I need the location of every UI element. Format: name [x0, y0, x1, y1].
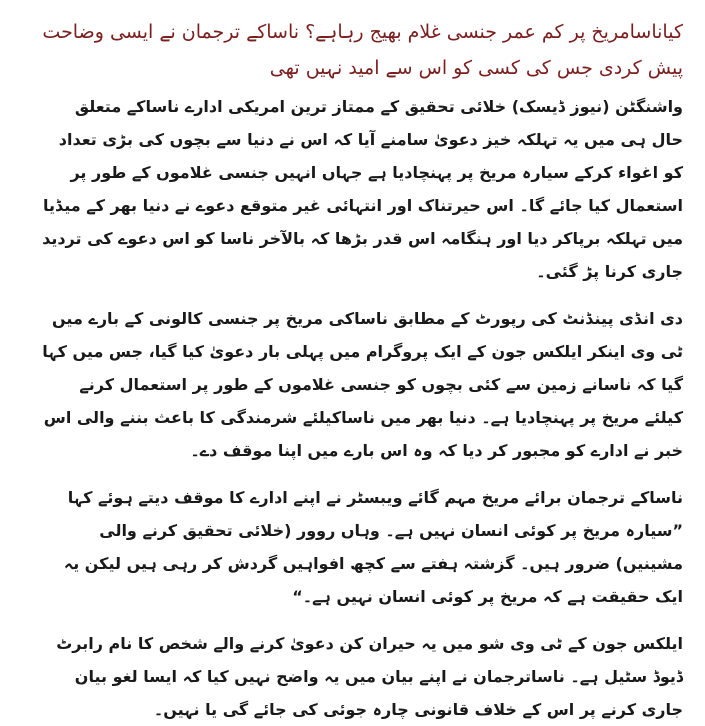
article-headline: کیاناسامریخ پر کم عمر جنسی غلام بھیج رہاہے؟ ناساکے ترجمان نے ایسی وضاحت پیش کردی جس کی کسی کو اس سے امید نہیں تھی: [42, 21, 683, 79]
article-paragraph: ایلکس جون کے ٹی وی شو میں یہ حیران کن دعویٰ کرنے والے شخص کا نام رابرٹ ڈیوڈ سٹیل ہے۔ ناساترجمان نے اپنے بیان میں یہ واضح نہیں کیا کہ ایسا لغو بیان جاری کرنے پر اس کے خلاف قانونی چارہ جوئی کی جائے گی یا نہیں۔: [56, 634, 683, 719]
article-paragraph: ناساکے ترجمان برائے مریخ مہم گائے ویبسٹر نے اپنے ادارے کا موقف دیتے ہوئے کہا ”سیارہ مریخ پر کوئی انسان نہیں ہے۔ وہاں روور (خلائی تحقیق کرنے والی مشینیں) ضرور ہیں۔ گزشتہ ہفتے سے کچھ افواہیں گردش کر رہی ہیں لیکن یہ ایک حقیقت ہے کہ مریخ پر کوئی انسان نہیں ہے۔“: [63, 488, 683, 606]
article-paragraph: دی انڈی پینڈنٹ کی رپورٹ کے مطابق ناساکی مریخ پر جنسی کالونی کے بارے میں ٹی وی اینکر ایلکس جون کے ایک پروگرام میں پہلی بار دعویٰ کیا گیا، جس میں کہا گیا کہ ناسانے زمین سے کئی بچوں کو جنسی غلاموں کے طور پر استعمال کرنے کیلئے مریخ پر پہنچادیا ہے۔ دنیا بھر میں ناساکیلئے شرمندگی کا باعث بننے والی اس خبر نے ادارے کو مجبور کر دیا کہ وہ اس بارے میں اپنا موقف دے۔: [42, 309, 683, 460]
article-paragraph: واشنگٹن (نیوز ڈیسک) خلائی تحقیق کے ممتاز ترین امریکی ادارے ناساکے متعلق حال ہی میں یہ تہلکہ خیز دعویٰ سامنے آیا کہ اس نے دنیا سے بچوں کی بڑی تعداد کو اغواء کرکے سیارہ مریخ پر پہنچادیا ہے جہاں انہیں جنسی غلاموں کے طور پر استعمال کیا جائے گا۔ اس حیرتناک اور انتہائی غیر متوقع دعوے نے دنیا بھر کے میڈیا میں تہلکہ برپاکر دیا اور ہنگامہ اس قدر بڑھا کہ بالآخر ناسا کو اس دعوے کی تردید جاری کرنا پڑ گئی۔: [42, 97, 683, 281]
